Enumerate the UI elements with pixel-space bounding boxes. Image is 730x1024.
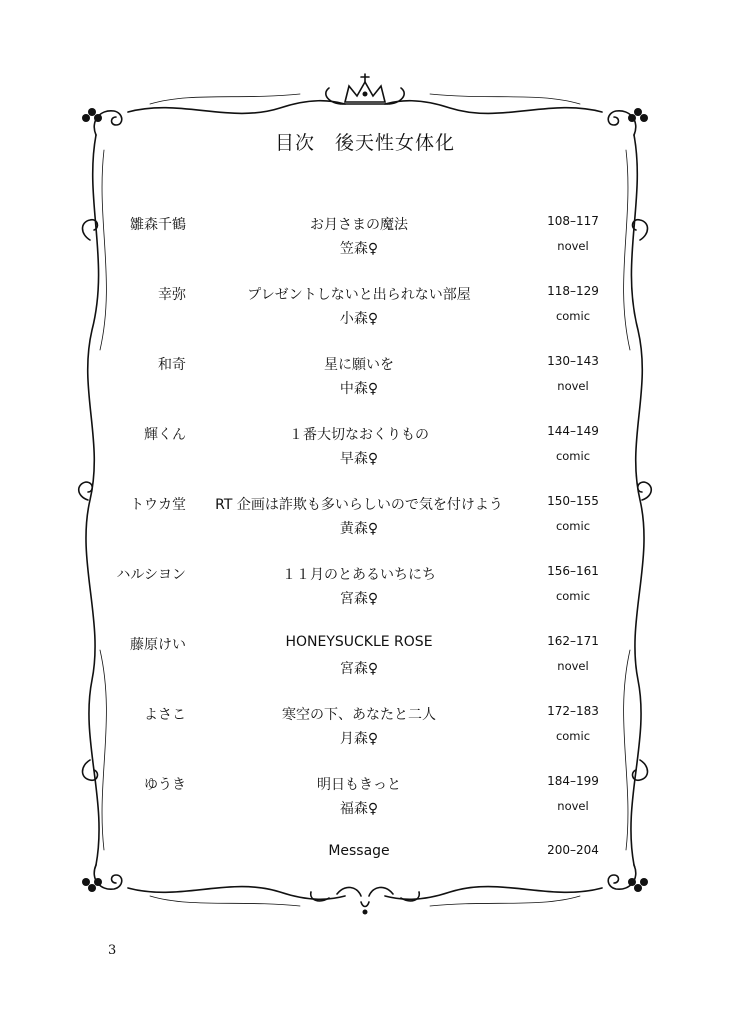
- entry-type: novel: [557, 659, 589, 673]
- entry-author: 藤原けい: [130, 637, 186, 653]
- entry-pairing: 笠森♀: [339, 241, 379, 257]
- entry-pairing: 月森♀: [339, 731, 379, 747]
- entry-title: お月さまの魔法: [310, 217, 408, 233]
- entry-title: 明日もきっと: [317, 777, 401, 793]
- entry-author: ハルシヨン: [116, 567, 186, 583]
- entry-pairing: 小森♀: [339, 311, 379, 327]
- entry-pairing: 中森♀: [339, 381, 379, 397]
- entry-pages: 150–155: [547, 494, 599, 508]
- toc-entry: [0, 634, 730, 682]
- entry-author: ゆうき: [144, 777, 186, 793]
- entry-pages: 162–171: [547, 634, 599, 648]
- entry-pairing: 黄森♀: [339, 521, 379, 537]
- toc-entry: [0, 494, 730, 542]
- entry-type: comic: [555, 519, 591, 533]
- entry-pairing: 宮森♀: [339, 661, 379, 677]
- entry-pairing: 早森♀: [339, 451, 379, 467]
- page-number: 3: [108, 943, 117, 958]
- entry-pages: 184–199: [547, 774, 599, 788]
- entry-title: Message: [328, 843, 390, 859]
- entry-type: comic: [555, 309, 591, 323]
- toc-entry: [0, 564, 730, 612]
- toc-entry: [0, 354, 730, 402]
- entry-title: 寒空の下、あなたと二人: [282, 707, 436, 723]
- toc-entry: [0, 284, 730, 332]
- entry-title: RT 企画は詐欺も多いらしいので気を付けよう: [215, 497, 503, 513]
- entry-pairing: 福森♀: [339, 801, 379, 817]
- entry-pages: 172–183: [547, 704, 599, 718]
- entry-author: 和奇: [158, 357, 186, 373]
- entry-type: comic: [555, 449, 591, 463]
- entry-pages: 144–149: [547, 424, 599, 438]
- entry-author: トウカ堂: [130, 497, 186, 513]
- entry-title: １１月のとあるいちにち: [282, 567, 436, 583]
- entry-type: comic: [555, 729, 591, 743]
- toc-entry: [0, 704, 730, 752]
- entry-title: プレゼントしないと出られない部屋: [247, 287, 471, 303]
- toc-entry: [0, 774, 730, 822]
- entry-title: 星に願いを: [324, 357, 394, 373]
- entry-type: novel: [557, 379, 589, 393]
- entry-title: HONEYSUCKLE ROSE: [285, 634, 433, 650]
- entry-pages: 200–204: [547, 843, 599, 857]
- entry-pages: 130–143: [547, 354, 599, 368]
- page-title: 目次 後天性女体化: [274, 132, 455, 154]
- entry-type: novel: [557, 239, 589, 253]
- entry-pairing: 宮森♀: [339, 591, 379, 607]
- entry-pages: 156–161: [547, 564, 599, 578]
- entry-author: よさこ: [144, 707, 186, 723]
- entry-author: 雛森千鶴: [130, 217, 186, 233]
- entry-pages: 108–117: [547, 214, 599, 228]
- toc-entry: [0, 214, 730, 262]
- entry-type: novel: [557, 799, 589, 813]
- entry-author: 幸弥: [158, 287, 186, 303]
- toc-entry: [0, 424, 730, 472]
- entry-pages: 118–129: [547, 284, 599, 298]
- entry-title: １番大切なおくりもの: [289, 427, 429, 443]
- entry-type: comic: [555, 589, 591, 603]
- entry-author: 輝くん: [144, 427, 186, 443]
- toc-entry-message: [0, 843, 730, 891]
